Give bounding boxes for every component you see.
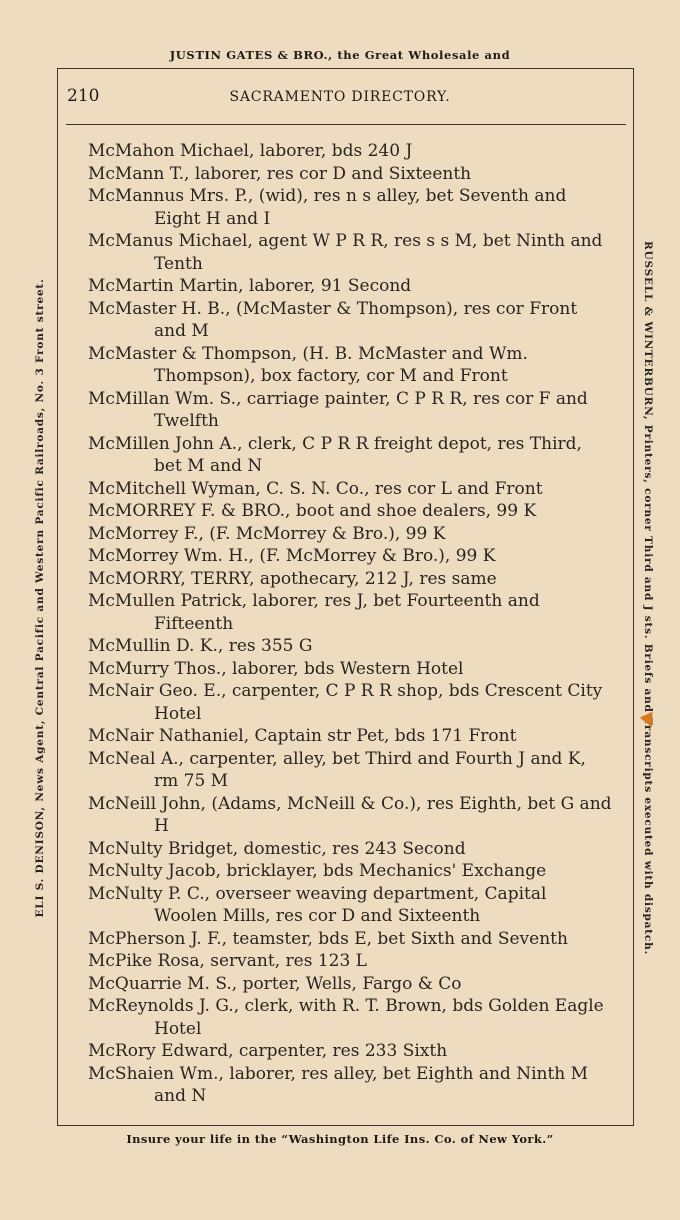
page-number: 210 — [67, 86, 100, 106]
directory-entry: McMullen Patrick, laborer, res J, bet Fourteenth and Fifteenth — [88, 591, 540, 634]
directory-entry: McMaster & Thompson, (H. B. McMaster and Wm. Thompson), box factory, cor M and Front — [88, 343, 528, 386]
directory-entry: McNair Geo. E., carpenter, C P R R shop, bds Crescent City Hotel — [88, 681, 603, 724]
directory-entry: McShaien Wm., laborer, res alley, bet Eighth and Ninth M and N — [88, 1063, 589, 1106]
directory-entry: McMann T., laborer, res cor D and Sixteenth — [88, 163, 472, 184]
directory-entry: McMullin D. K., res 355 G — [88, 636, 313, 656]
directory-entry: McRory Edward, carpenter, res 233 Sixth — [88, 1041, 448, 1061]
directory-entry: McNeal A., carpenter, alley, bet Third and Fourth J and K, rm 75 M — [88, 748, 586, 791]
directory-entry: McManus Michael, agent W P R R, res s s M, bet Ninth and Tenth — [88, 231, 603, 274]
directory-entry: McMorrey F., (F. McMorrey & Bro.), 99 K — [88, 523, 446, 544]
directory-entry: McMahon Michael, laborer, bds 240 J — [88, 141, 413, 161]
directory-entry: McMorrey Wm. H., (F. McMorrey & Bro.), 99 K — [88, 546, 496, 566]
directory-entry: McNeill John, (Adams, McNeill & Co.), res Eighth, bet G and H — [88, 793, 612, 836]
directory-entry: McMurry Thos., laborer, bds Western Hotel — [88, 658, 464, 679]
directory-entry: McNair Nathaniel, Captain str Pet, bds 171 Front — [88, 726, 517, 746]
directory-entries — [88, 140, 613, 1108]
directory-entry: McMaster H. B., (McMaster & Thompson), res cor Front and M — [88, 298, 578, 341]
directory-entry: McPike Rosa, servant, res 123 L — [88, 951, 367, 971]
directory-entry: McNulty Jacob, bricklayer, bds Mechanics' Exchange — [88, 861, 547, 881]
directory-entry: McMitchell Wyman, C. S. N. Co., res cor L and Front — [88, 478, 543, 499]
header-rule — [66, 124, 626, 125]
directory-entry: McReynolds J. G., clerk, with R. T. Brown, bds Golden Eagle Hotel — [88, 996, 604, 1039]
directory-entry: McNulty P. C., overseer weaving department, Capital Woolen Mills, res cor D and Sixteenth — [88, 883, 547, 926]
header-advertisement: JUSTIN GATES & BRO., the Great Wholesale and — [169, 48, 511, 62]
directory-entry: McMORREY F. & BRO., boot and shoe dealers, 99 K — [88, 501, 537, 521]
directory-entry: McQuarrie M. S., porter, Wells, Fargo & Co — [88, 973, 462, 994]
directory-entry: McMillan Wm. S., carriage painter, C P R R, res cor F and Twelfth — [88, 388, 588, 431]
right-margin-advertisement: RUSSELL & WINTERBURN, Printers, corner Third and J sts. Briefs and Transcripts executed with dispatch. — [642, 240, 654, 956]
directory-entry: McMillen John A., clerk, C P R R freight depot, res Third, bet M and N — [88, 433, 582, 476]
footer-advertisement: Insure your life in the “Washington Life Ins. Co. of New York.” — [126, 1132, 554, 1146]
left-margin-advertisement: ELI S. DENISON, News Agent, Central Pacific and Western Pacific Railroads, No. 3 Front street. — [34, 278, 46, 918]
directory-entry: McMORRY, TERRY, apothecary, 212 J, res same — [88, 568, 497, 589]
page-title: SACRAMENTO DIRECTORY. — [229, 89, 451, 105]
directory-entry: McMartin Martin, laborer, 91 Second — [88, 276, 412, 296]
directory-entry: McMannus Mrs. P., (wid), res n s alley, bet Seventh and Eight H and I — [88, 186, 567, 229]
directory-entry: McNulty Bridget, domestic, res 243 Second — [88, 838, 466, 859]
directory-entry: McPherson J. F., teamster, bds E, bet Sixth and Seventh — [88, 928, 568, 949]
